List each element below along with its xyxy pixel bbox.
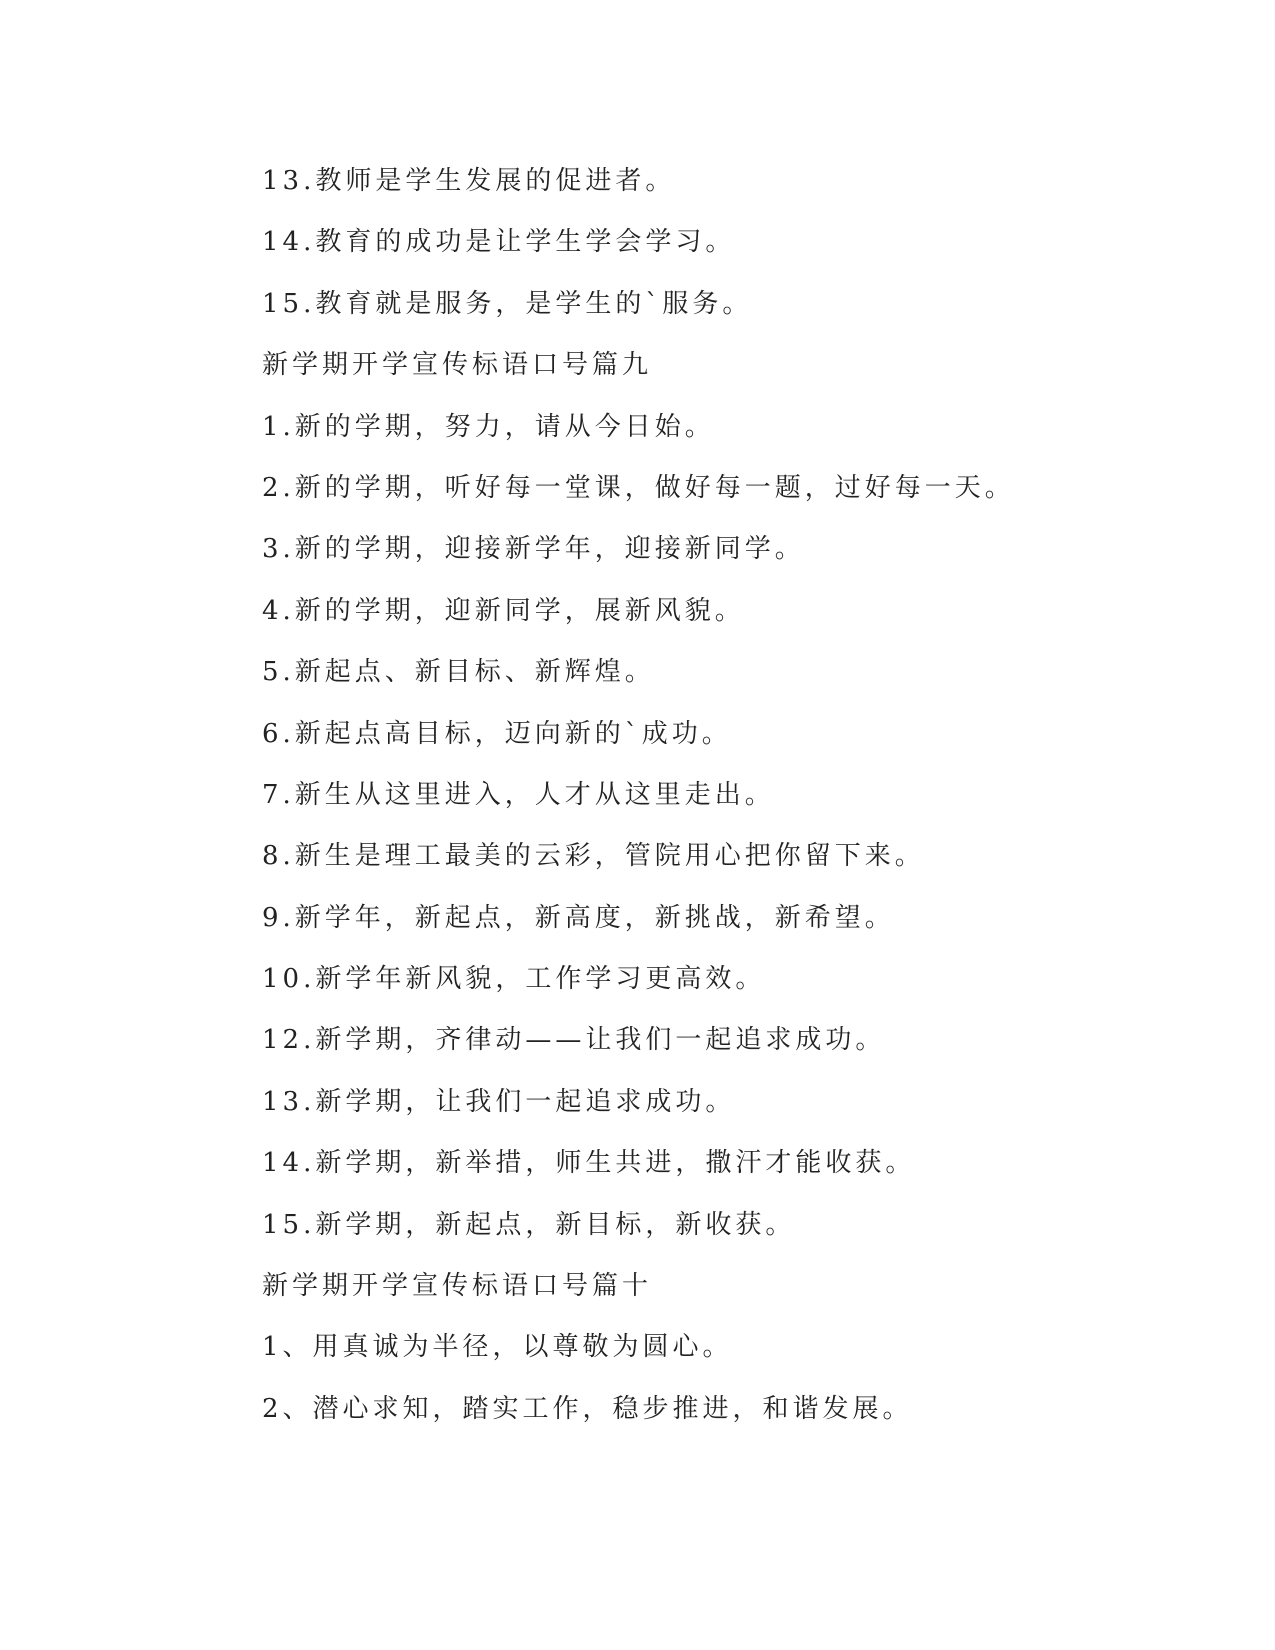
- list-item: 13.教师是学生发展的促进者。: [262, 166, 676, 196]
- list-item: 4.新的学期，迎新同学，展新风貌。: [262, 595, 745, 626]
- list-item: 6.新起点高目标，迈向新的`成功。: [262, 718, 732, 749]
- list-item: 14.教育的成功是让学生学会学习。: [262, 227, 736, 258]
- list-item: 14.新学期，新举措，师生共进，撒汗才能收获。: [262, 1148, 916, 1179]
- list-item: 8.新生是理工最美的云彩，管院用心把你留下来。: [262, 841, 925, 872]
- list-item: 15.教育就是服务，是学生的`服务。: [262, 288, 753, 319]
- list-item: 10.新学年新风貌，工作学习更高效。: [262, 964, 766, 995]
- list-item: 5.新起点、新目标、新辉煌。: [262, 657, 655, 688]
- list-item: 7.新生从这里进入，人才从这里走出。: [262, 779, 775, 810]
- list-item: 3.新的学期，迎接新学年，迎接新同学。: [262, 534, 805, 565]
- list-item: 1.新的学期，努力，请从今日始。: [262, 411, 715, 442]
- list-item: 12.新学期，齐律动——让我们一起追求成功。: [262, 1025, 886, 1056]
- list-item: 9.新学年，新起点，新高度，新挑战，新希望。: [262, 902, 895, 933]
- list-item: 1、用真诚为半径，以尊敬为圆心。: [262, 1332, 733, 1363]
- list-item: 13.新学期，让我们一起追求成功。: [262, 1086, 736, 1117]
- list-item: 15.新学期，新起点，新目标，新收获。: [262, 1209, 796, 1240]
- section-heading: 新学期开学宣传标语口号篇九: [262, 350, 653, 381]
- list-item: 2、潜心求知，踏实工作，稳步推进，和谐发展。: [262, 1393, 913, 1424]
- list-item: 2.新的学期，听好每一堂课，做好每一题，过好每一天。: [262, 472, 1015, 503]
- section-heading: 新学期开学宣传标语口号篇十: [262, 1271, 653, 1302]
- document-body: [262, 166, 1162, 1455]
